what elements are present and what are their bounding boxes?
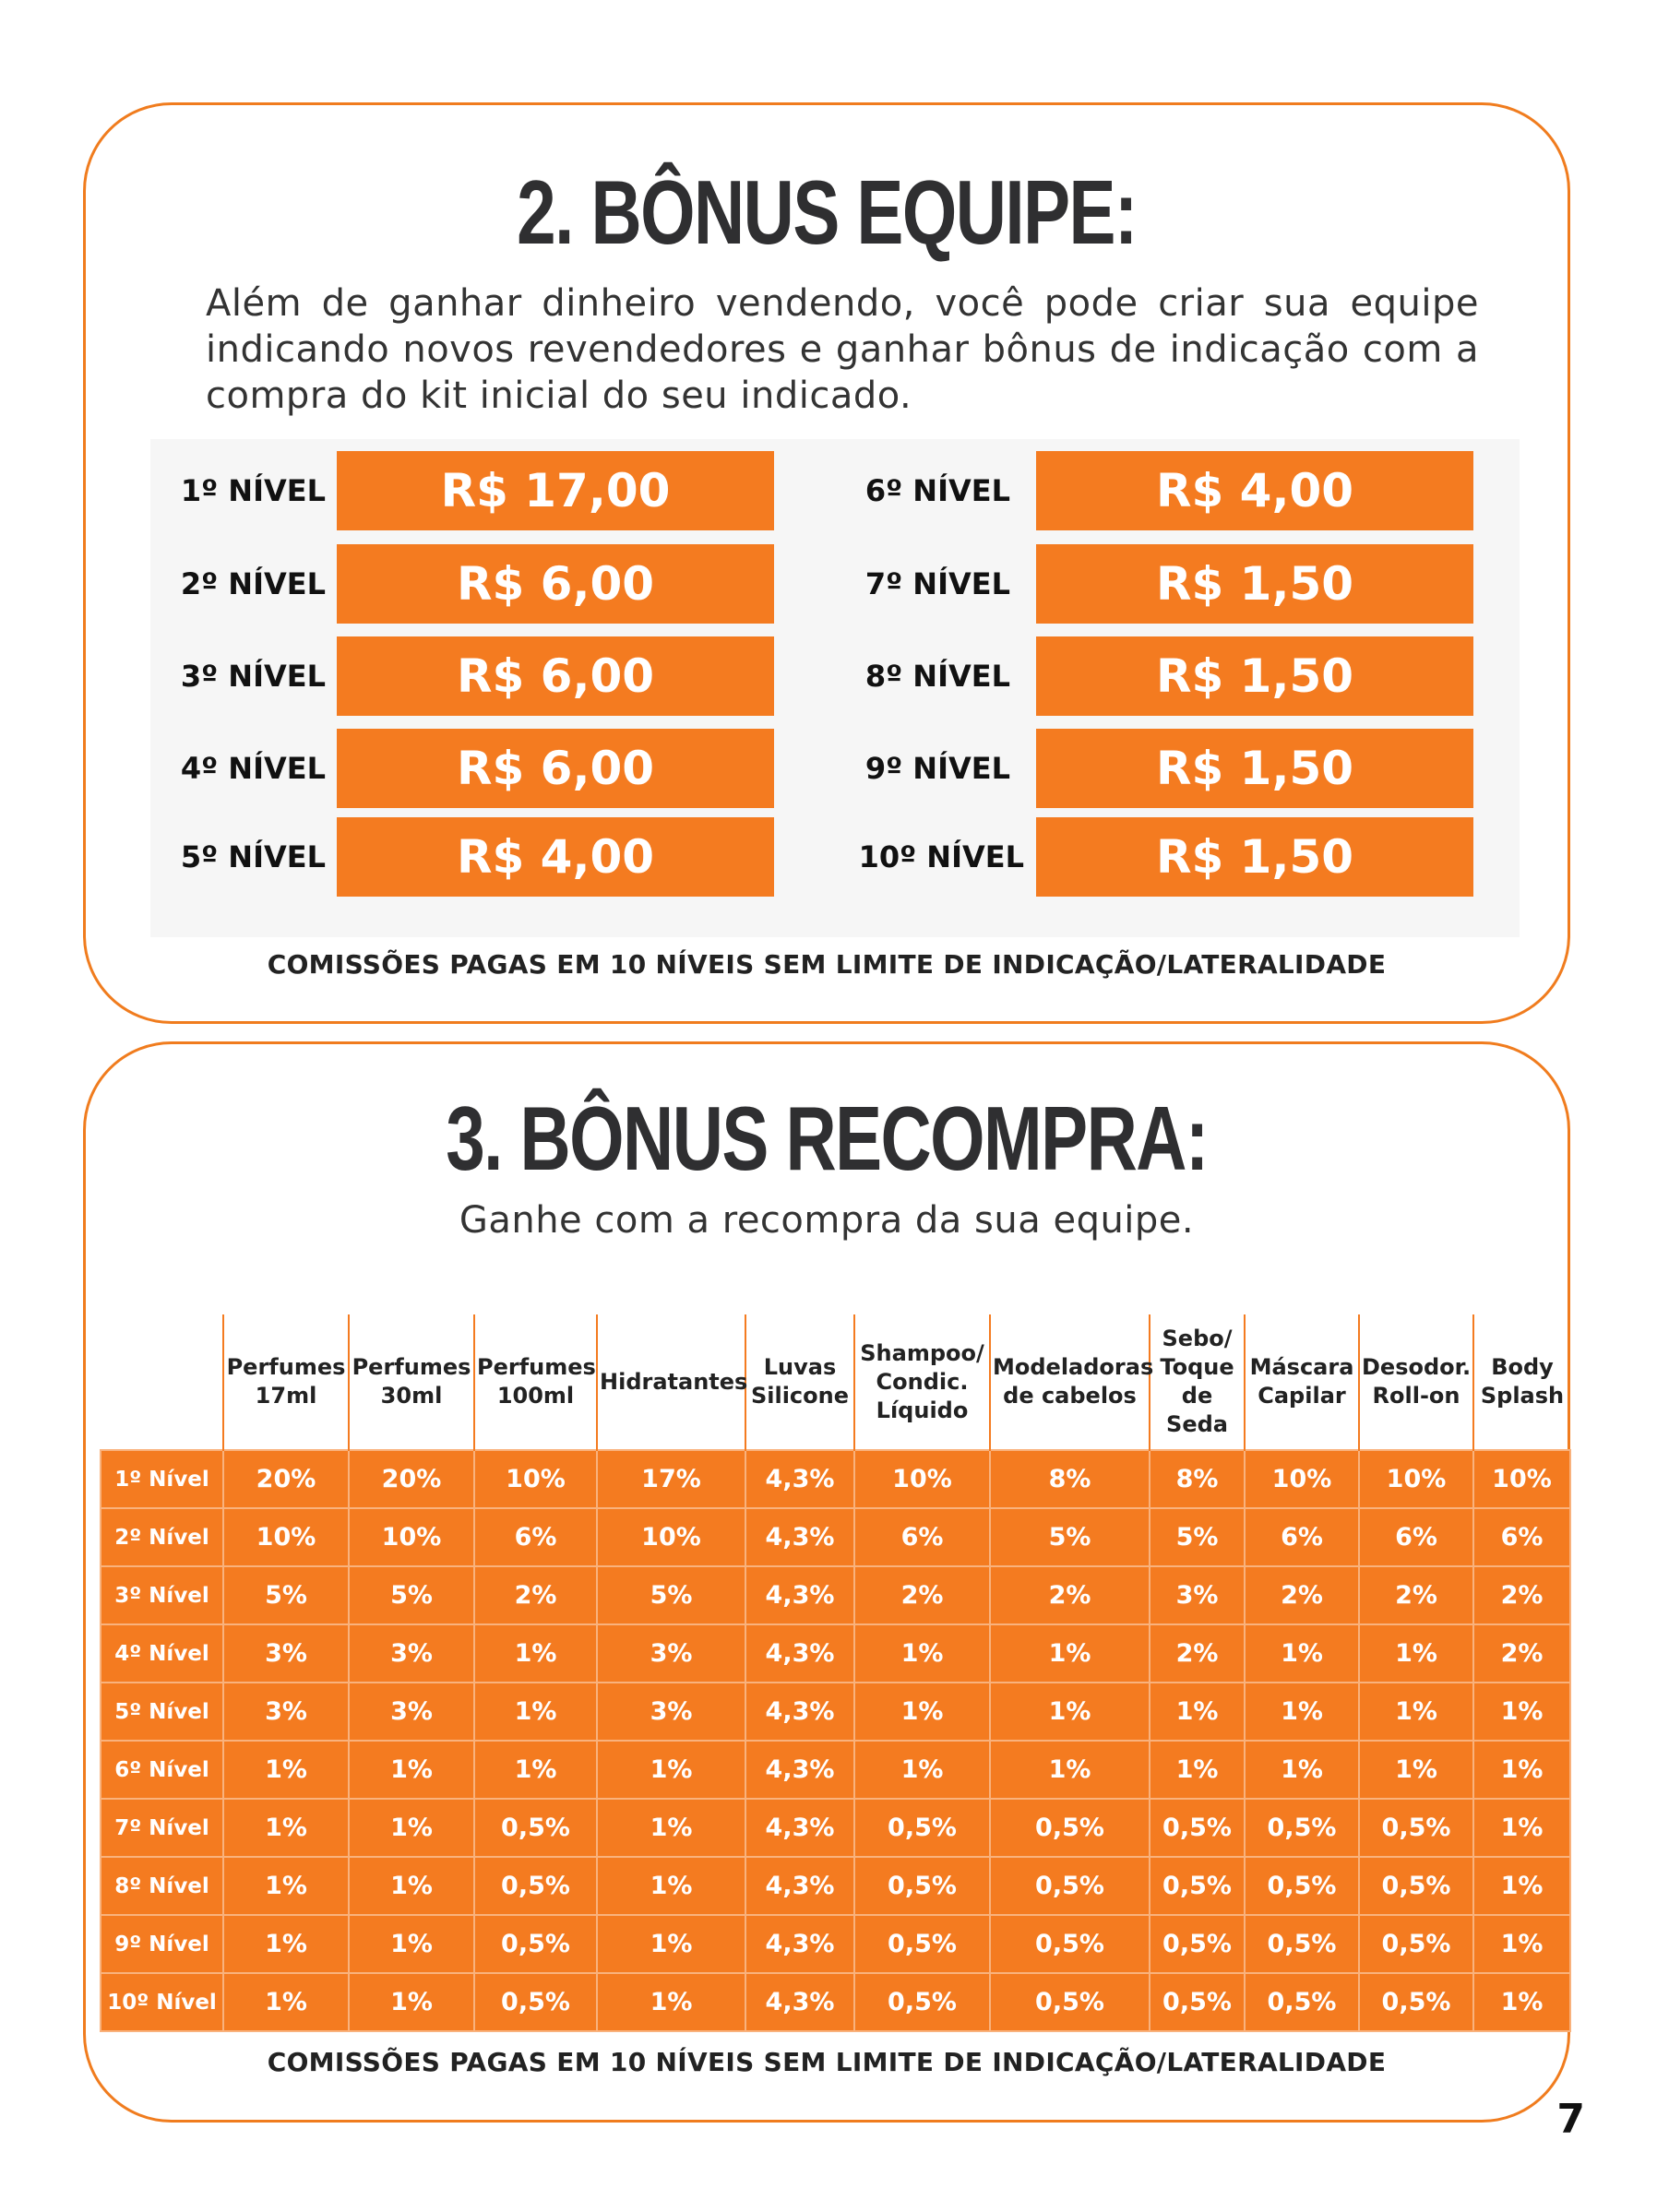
table-cell: 0,5% (1359, 1857, 1473, 1915)
table-cell: 2% (474, 1566, 597, 1624)
table-cell: 2% (1473, 1566, 1570, 1624)
table-row (101, 1566, 1570, 1624)
table-cell: 1% (597, 1799, 745, 1857)
column-header (1473, 1314, 1570, 1450)
table-cell: 1% (597, 1915, 745, 1973)
table-cell: 4,3% (745, 1799, 854, 1857)
column-header (1150, 1314, 1245, 1450)
table-cell: 17% (597, 1450, 745, 1508)
table-cell: 1% (223, 1915, 349, 1973)
column-header-line: Máscara (1249, 1354, 1354, 1380)
table-cell: 4,3% (745, 1915, 854, 1973)
table-cell: 6% (854, 1508, 990, 1566)
column-header-line: 30ml (380, 1383, 443, 1409)
table-cell: 0,5% (1245, 1857, 1359, 1915)
table-cell: 1% (223, 1973, 349, 2031)
column-header-line: Perfumes (352, 1354, 471, 1380)
table-cell: 0,5% (1245, 1973, 1359, 2031)
table-cell: 5% (597, 1566, 745, 1624)
table-cell: 0,5% (1150, 1973, 1245, 2031)
table-cell: 2% (1359, 1566, 1473, 1624)
table-cell: 3% (223, 1624, 349, 1683)
table-cell: 5% (223, 1566, 349, 1624)
table-cell: 6% (1359, 1508, 1473, 1566)
table-cell: 20% (349, 1450, 474, 1508)
column-header-line: Desodor. (1362, 1354, 1472, 1380)
table-cell: 1% (1473, 1973, 1570, 2031)
table-cell: 1% (349, 1857, 474, 1915)
table-cell: 1% (854, 1683, 990, 1741)
table-cell: 1% (1473, 1857, 1570, 1915)
table-cell: 1% (1150, 1683, 1245, 1741)
row-level-label: 10º Nível (101, 1973, 223, 2031)
table-cell: 0,5% (1150, 1915, 1245, 1973)
level-label: 3º NÍVEL (180, 659, 326, 694)
column-header-line: 17ml (255, 1383, 317, 1409)
table-cell: 0,5% (990, 1973, 1150, 2031)
table-cell: 3% (223, 1683, 349, 1741)
column-header (1359, 1314, 1473, 1450)
column-header-line: Toque (1160, 1354, 1234, 1380)
column-header-line: Condic. (876, 1368, 969, 1395)
table-row (101, 1973, 1570, 2031)
bonus-recompra-subtitle: Ganhe com a recompra da sua equipe. (459, 1199, 1195, 1242)
column-header (854, 1314, 990, 1450)
table-cell: 3% (1150, 1566, 1245, 1624)
table-cell: 5% (990, 1508, 1150, 1566)
column-header-line: Líquido (876, 1397, 969, 1423)
column-header (223, 1314, 349, 1450)
table-cell: 1% (1473, 1799, 1570, 1857)
table-cell: 0,5% (1359, 1973, 1473, 2031)
table-cell: 1% (1473, 1683, 1570, 1741)
table-cell: 6% (1473, 1508, 1570, 1566)
column-header-line: Modeladoras (993, 1354, 1154, 1380)
column-header-line: Splash (1480, 1383, 1565, 1409)
table-cell: 0,5% (854, 1857, 990, 1915)
row-level-label: 7º Nível (101, 1799, 223, 1857)
recompra-table (100, 1314, 1571, 2032)
table-cell: 1% (1245, 1741, 1359, 1799)
table-cell: 1% (349, 1973, 474, 2031)
table-cell: 0,5% (854, 1799, 990, 1857)
bonus-recompra-card (83, 1041, 1570, 2123)
table-cell: 6% (474, 1508, 597, 1566)
table-cell: 8% (1150, 1450, 1245, 1508)
table-cell: 4,3% (745, 1683, 854, 1741)
table-cell: 1% (474, 1741, 597, 1799)
column-header-line: Hidratantes (600, 1368, 748, 1395)
level-value: R$ 4,00 (337, 817, 774, 897)
table-cell: 1% (474, 1683, 597, 1741)
level-value: R$ 6,00 (337, 544, 774, 624)
table-cell: 1% (597, 1857, 745, 1915)
table-cell: 1% (349, 1915, 474, 1973)
table-cell: 5% (349, 1566, 474, 1624)
table-cell: 4,3% (745, 1450, 854, 1508)
table-cell: 0,5% (1150, 1799, 1245, 1857)
level-label: 8º NÍVEL (864, 659, 1010, 694)
table-row (101, 1915, 1570, 1973)
level-label: 9º NÍVEL (864, 751, 1010, 786)
table-cell: 0,5% (990, 1857, 1150, 1915)
table-cell: 0,5% (990, 1915, 1150, 1973)
row-level-label: 9º Nível (101, 1915, 223, 1973)
table-cell: 1% (854, 1624, 990, 1683)
table-cell: 1% (1245, 1683, 1359, 1741)
bonus-equipe-card (83, 102, 1570, 1024)
level-label: 5º NÍVEL (180, 839, 326, 874)
table-body (101, 1450, 1570, 2031)
table-cell: 2% (1150, 1624, 1245, 1683)
table-cell: 0,5% (854, 1973, 990, 2031)
bonus-equipe-intro: Além de ganhar dinheiro vendendo, você pode criar sua equipe indicando novos revendedores e ganhar bônus de indicação com a compra do kit inicial do seu indicado. (206, 282, 1479, 417)
table-row (101, 1799, 1570, 1857)
table-cell: 1% (349, 1799, 474, 1857)
commission-note: COMISSÕES PAGAS EM 10 NÍVEIS SEM LIMITE DE INDICAÇÃO/LATERALIDADE (267, 2047, 1387, 2077)
column-header-line: 100ml (496, 1383, 575, 1409)
row-level-label: 2º Nível (101, 1508, 223, 1566)
table-cell: 2% (1245, 1566, 1359, 1624)
table-cell: 3% (349, 1683, 474, 1741)
level-label: 2º NÍVEL (180, 566, 326, 601)
table-cell: 0,5% (1245, 1915, 1359, 1973)
column-header-line: Perfumes (477, 1354, 596, 1380)
table-cell: 4,3% (745, 1741, 854, 1799)
table-cell: 6% (1245, 1508, 1359, 1566)
level-value: R$ 17,00 (337, 451, 774, 530)
level-value: R$ 1,50 (1036, 729, 1473, 808)
column-header (1245, 1314, 1359, 1450)
table-cell: 5% (1150, 1508, 1245, 1566)
table-cell: 10% (474, 1450, 597, 1508)
level-value: R$ 1,50 (1036, 817, 1473, 897)
table-cell: 0,5% (474, 1973, 597, 2031)
table-cell: 1% (474, 1624, 597, 1683)
column-header-line: Silicone (750, 1383, 850, 1409)
table-cell: 1% (597, 1973, 745, 2031)
table-cell: 1% (597, 1741, 745, 1799)
table-cell: 1% (1359, 1683, 1473, 1741)
column-header (597, 1314, 748, 1450)
column-header-line: Body (1491, 1354, 1554, 1380)
table-cell: 1% (1359, 1624, 1473, 1683)
table-row (101, 1683, 1570, 1741)
table-cell: 4,3% (745, 1508, 854, 1566)
table-cell: 2% (990, 1566, 1150, 1624)
table-cell: 1% (854, 1741, 990, 1799)
table-row (101, 1857, 1570, 1915)
table-cell: 1% (990, 1624, 1150, 1683)
table-cell: 0,5% (474, 1915, 597, 1973)
table-cell: 1% (1473, 1915, 1570, 1973)
level-label: 10º NÍVEL (858, 839, 1024, 874)
table-cell: 1% (223, 1741, 349, 1799)
table-cell: 10% (854, 1450, 990, 1508)
column-header-line: Shampoo/ (860, 1339, 984, 1366)
level-value: R$ 1,50 (1036, 544, 1473, 624)
table-cell: 10% (597, 1508, 745, 1566)
column-header-line: de cabelos (1003, 1383, 1137, 1409)
level-label: 1º NÍVEL (180, 473, 326, 508)
table-row (101, 1624, 1570, 1683)
level-value: R$ 6,00 (337, 636, 774, 716)
row-level-label: 8º Nível (101, 1857, 223, 1915)
table-cell: 2% (1473, 1624, 1570, 1683)
table-cell: 4,3% (745, 1624, 854, 1683)
column-header-line: Luvas (763, 1354, 837, 1380)
level-label: 7º NÍVEL (864, 566, 1010, 601)
table-cell: 1% (223, 1857, 349, 1915)
table-row (101, 1741, 1570, 1799)
table-cell: 10% (349, 1508, 474, 1566)
page-number: 7 (1556, 2096, 1585, 2143)
column-header-line: Capilar (1258, 1383, 1346, 1409)
table-cell: 10% (1245, 1450, 1359, 1508)
table-cell: 1% (1473, 1741, 1570, 1799)
bonus-recompra-title: 3. BÔNUS RECOMPRA: (446, 1088, 1208, 1189)
table-cell: 8% (990, 1450, 1150, 1508)
table-cell: 1% (990, 1683, 1150, 1741)
level-value: R$ 1,50 (1036, 636, 1473, 716)
table-cell: 3% (349, 1624, 474, 1683)
column-header (474, 1314, 597, 1450)
level-value: R$ 4,00 (1036, 451, 1473, 530)
table-cell: 1% (349, 1741, 474, 1799)
table-cell: 4,3% (745, 1566, 854, 1624)
table-cell: 0,5% (1150, 1857, 1245, 1915)
table-cell: 10% (1359, 1450, 1473, 1508)
column-header-line: Sebo/ (1162, 1326, 1233, 1351)
table-cell: 3% (597, 1683, 745, 1741)
table-cell: 4,3% (745, 1857, 854, 1915)
commission-note: COMISSÕES PAGAS EM 10 NÍVEIS SEM LIMITE DE INDICAÇÃO/LATERALIDADE (267, 949, 1387, 980)
table-cell: 4,3% (745, 1973, 854, 2031)
table-cell: 1% (1359, 1741, 1473, 1799)
table-cell: 3% (597, 1624, 745, 1683)
table-header-row (101, 1314, 1570, 1450)
table-cell: 1% (1245, 1624, 1359, 1683)
column-header-line: Roll-on (1372, 1383, 1460, 1409)
level-label: 4º NÍVEL (180, 751, 326, 786)
table-corner (101, 1314, 223, 1450)
table-cell: 0,5% (1359, 1799, 1473, 1857)
column-header-line: de (1181, 1383, 1213, 1409)
table-cell: 1% (990, 1741, 1150, 1799)
table-cell: 0,5% (474, 1857, 597, 1915)
table-cell: 0,5% (854, 1915, 990, 1973)
column-header (990, 1314, 1154, 1450)
row-level-label: 6º Nível (101, 1741, 223, 1799)
table-cell: 1% (223, 1799, 349, 1857)
row-level-label: 4º Nível (101, 1624, 223, 1683)
column-header (349, 1314, 474, 1450)
column-header-line: Seda (1166, 1411, 1228, 1437)
table-cell: 0,5% (474, 1799, 597, 1857)
column-header-line: Perfumes (226, 1354, 346, 1380)
table-cell: 20% (223, 1450, 349, 1508)
level-label: 6º NÍVEL (864, 473, 1010, 508)
table-cell: 2% (854, 1566, 990, 1624)
table-cell: 10% (223, 1508, 349, 1566)
row-level-label: 3º Nível (101, 1566, 223, 1624)
level-value: R$ 6,00 (337, 729, 774, 808)
column-header (745, 1314, 854, 1450)
row-level-label: 1º Nível (101, 1450, 223, 1508)
table-cell: 10% (1473, 1450, 1570, 1508)
table-cell: 0,5% (1359, 1915, 1473, 1973)
bonus-equipe-title: 2. BÔNUS EQUIPE: (517, 161, 1137, 263)
table-cell: 0,5% (990, 1799, 1150, 1857)
table-cell: 0,5% (1245, 1799, 1359, 1857)
table-row (101, 1508, 1570, 1566)
table-row (101, 1450, 1570, 1508)
level-bonus-grid (150, 439, 1520, 937)
table-cell: 1% (1150, 1741, 1245, 1799)
row-level-label: 5º Nível (101, 1683, 223, 1741)
